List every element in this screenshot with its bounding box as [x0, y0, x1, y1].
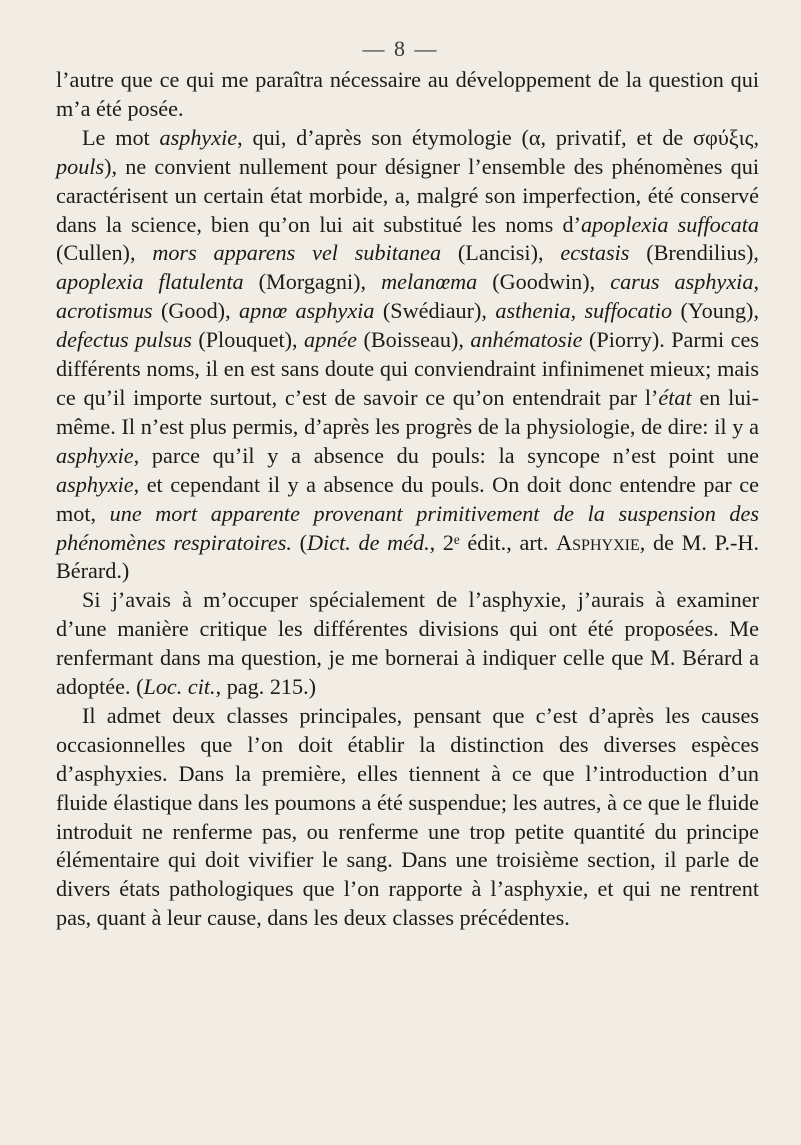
text-run: Le mot — [82, 124, 160, 150]
italic-term: carus asphyxia — [610, 269, 754, 295]
text-run: (Swédiaur), — [374, 298, 496, 324]
italic-term: Dict. de méd. — [307, 529, 430, 555]
text-run: (Cullen), — [56, 240, 153, 266]
italic-term: apnée — [304, 327, 357, 353]
paragraph-classification — [56, 586, 759, 702]
paragraph-definition — [56, 124, 759, 587]
text-run: (Boisseau), — [357, 327, 471, 353]
small-caps-term: Asphyxie — [556, 529, 640, 555]
paragraph-continuation — [56, 66, 759, 124]
italic-term: asphyxie — [56, 471, 134, 497]
italic-term: asphyxie — [56, 442, 134, 468]
text-run: ), ne convient nullement pour désigner l’ensemble des phénomènes qui caractérisent un certain état morbide, a, malgré son imperfection, été conservé dans la science, bien qu’on lui ait substitué les noms d’ — [56, 153, 759, 237]
paragraph-causes — [56, 702, 759, 933]
italic-term: melanœma — [381, 269, 478, 295]
italic-term: apoplexia flatulenta — [56, 269, 244, 295]
page-number: — 8 — — [362, 36, 439, 61]
text-run: , de M. P.-H. Bérard.) — [56, 529, 760, 584]
text-run: (Young), — [672, 298, 759, 324]
text-run: , — [570, 298, 585, 324]
text-run: , — [753, 269, 759, 295]
italic-term: mors apparens vel subitanea — [152, 240, 442, 266]
text-run: (Morgagni), — [243, 269, 382, 295]
italic-term: anhématosie — [470, 327, 583, 353]
text-run: (Plouquet), — [191, 327, 305, 353]
text-run: Il admet deux classes principales, pensant que c’est d’après les causes occasionnelles que l’on doit établir la distinction des diverses espèces d’asphyxies. Dans la première, elles tiennent à ce que l’introduction d’un fluide élastique dans les poumons a été suspendue; les autres, à ce que le fluide introduit ne renferme pas, ou renferme une trop petite quantité du principe élémentaire qui doit vivifier le sang. Dans une troisième section, il parle de divers états pathologiques que l’on rapporte à l’asphyxie, et qui ne rentrent pas, quant à leur cause, dans les deux classes précédentes. — [56, 702, 759, 931]
italic-term: Loc. cit. — [143, 674, 216, 700]
text-run: (Lancisi), — [441, 240, 561, 266]
italic-term: defectus pulsus — [56, 327, 192, 353]
text-run: , pag. 215.) — [215, 674, 317, 700]
text-run: , et cependant il y a absence du pouls. On doit donc entendre par ce mot, — [56, 471, 759, 526]
italic-term: apnœ asphyxia — [239, 298, 375, 324]
italic-term: asphyxie — [159, 124, 238, 150]
body-text — [56, 66, 759, 933]
text-run: (Piorry). Parmi ces différents noms, il en est sans doute qui conviendraint infinimenet mieux; mais ce qu’il importe surtout, c’est de savoir ce qu’on entendrait par l’ — [56, 327, 760, 410]
italic-term: ecstasis — [560, 240, 630, 266]
text-run: , parce qu’il y a absence du pouls: la syncope n’est point une — [133, 442, 759, 468]
text-run: , qui, d’après son étymologie (α, privatif, et de σφύξις, — [237, 124, 759, 150]
text-run: (Good), — [152, 298, 240, 324]
text-run: en lui-même. Il n’est plus permis, d’après les progrès de la physiologie, de dire: il y a — [56, 384, 759, 439]
italic-term: une mort apparente provenant primitivement de la suspension des phénomènes respiratoires. — [56, 500, 759, 555]
text-run: , 2ᵉ édit., art. — [429, 529, 557, 555]
italic-term: état — [658, 384, 692, 410]
text-run: Si j’avais à m’occuper spécialement de l’asphyxie, j’aurais à examiner d’une manière critique les différentes divisions qui ont été proposées. Me renfermant dans ma question, je me bornerai à indiquer celle que M. Bérard a adoptée. ( — [56, 587, 759, 700]
italic-term: acrotismus — [56, 298, 153, 324]
italic-term: apoplexia suffocata — [580, 211, 759, 237]
text-run: (Goodwin), — [477, 269, 611, 295]
text-run: (Brendilius), — [629, 240, 759, 266]
italic-term: asthenia — [495, 298, 571, 324]
text-run: l’autre que ce qui me paraîtra nécessaire au développement de la question qui m’a été posée. — [56, 67, 759, 121]
italic-term: suffocatio — [584, 298, 673, 324]
italic-term: pouls — [56, 153, 105, 179]
text-run: ( — [291, 529, 308, 555]
